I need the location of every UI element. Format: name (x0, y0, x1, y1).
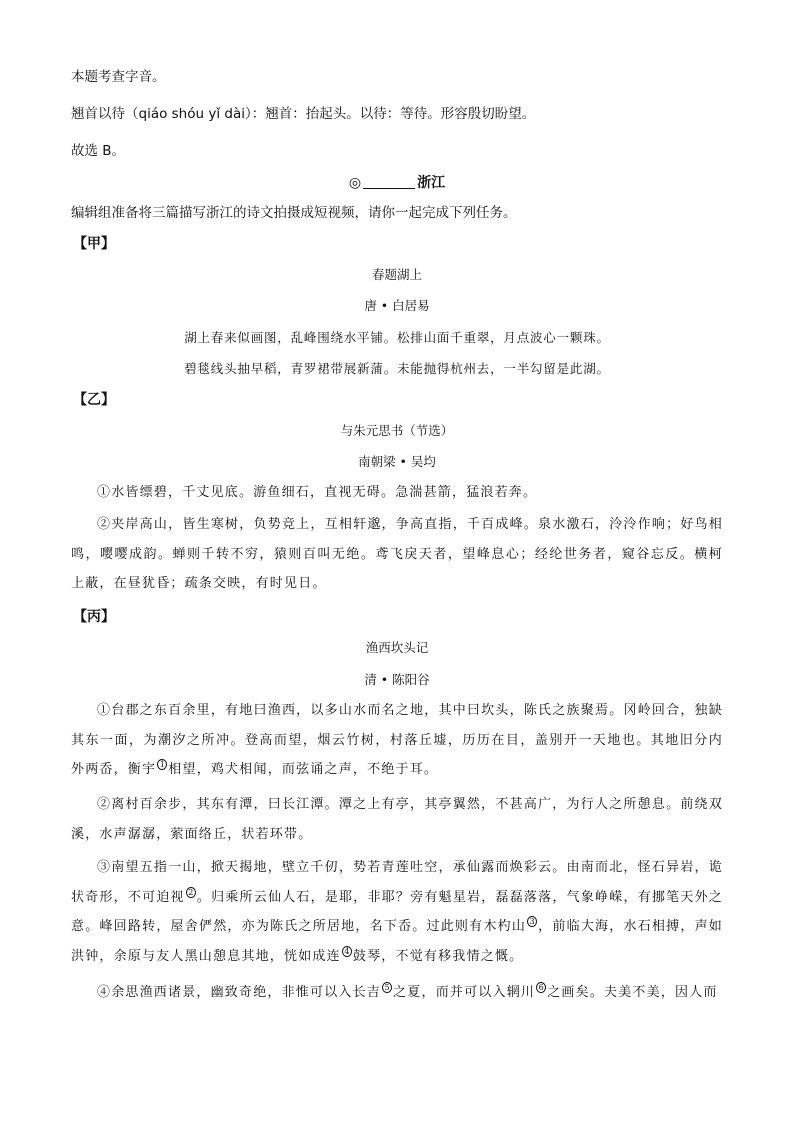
bing-p4-text-b: 之夏，而并可以入辋川 (393, 985, 536, 1000)
bing-paragraph-2: ②离村百余步，其东有潭，曰长江潭。潭之上有亭，其亭翼然，不甚高广，为行人之所憩息。前绕双溪，水声潺潺，萦面络丘，状若环带。 (71, 797, 723, 842)
text-title-yi: 与朱元思书（节选） (340, 423, 454, 438)
bing-p3-text-b: 。归乘所云仙人石，是耶，非耶？旁有魁星岩，磊磊落落，气象峥嵘，有挪笔天外之意。峰回路转，屋舍俨然，亦为陈氏之所居地，名下岙。过此则有木杓山 (71, 889, 723, 934)
fill-in-blank (363, 174, 415, 189)
poem-verse-2: 碧毯线头抽早稻，青罗裙带展新蒲。未能抛得杭州去，一半勾留是此湖。 (184, 361, 610, 376)
footnote-marker-3[interactable]: 3 (527, 916, 537, 927)
section-heading-prefix: ◎ (348, 175, 362, 191)
poem-author-jia: 唐 • 白居易 (364, 298, 430, 313)
footnote-marker-1[interactable]: 1 (157, 759, 167, 770)
label-yi: 【乙】 (73, 392, 115, 408)
label-jia: 【甲】 (73, 236, 115, 252)
yi-paragraph-1: ①水皆缥碧，千丈见底。游鱼细石，直视无碍。急湍甚箭，猛浪若奔。 (97, 485, 538, 500)
text-author-bing: 清 • 陈阳谷 (364, 672, 430, 687)
bing-p1-text-a: ①台郡之东百余里，有地曰渔西，以多山水而名之地，其中曰坎头，陈氏之族聚焉。冈岭回合，独缺其东一面，为潮汐之所冲。登高而望，烟云竹树，村落丘墟，历历在目，盖别开一天地也。其地旧分内外两岙，衡宇 (71, 703, 723, 777)
bing-paragraph-4 (71, 978, 723, 1008)
bing-p4-text-c: 之画矣。夫美不美，因人而 (547, 985, 718, 1000)
section-heading-suffix: 浙江 (417, 175, 446, 191)
bing-p3-text-c: ，前临大海，水石相搏，声如洪钟，余原与友人黑山憩息其地，恍如成连 (71, 919, 723, 964)
text-author-yi: 南朝梁 • 吴均 (358, 454, 436, 469)
yi-paragraph-2: ②夹岸高山，皆生寒树，负势竞上，互相轩邈，争高直指，千百成峰。泉水激石，泠泠作响；好鸟相鸣，嘤嘤成韵。蝉则千转不穷，猿则百叫无绝。鸢飞戾天者，望峰息心；经纶世务者，窥谷忘反。横柯上蔽，在昼犹昏；疏条交映，有时见日。 (71, 517, 723, 591)
bing-paragraph-3 (71, 853, 723, 971)
footnote-marker-4[interactable]: 4 (342, 946, 352, 957)
bing-paragraph-1 (71, 696, 723, 785)
section-intro: 编辑组准备将三篇描写浙江的诗文拍摄成短视频，请你一起完成下列任务。 (71, 205, 517, 221)
footnote-marker-2[interactable]: 2 (186, 887, 196, 898)
answer-note-line-1: 本题考查字音。 (71, 69, 166, 85)
label-bing: 【丙】 (73, 609, 115, 625)
poem-title-jia: 春题湖上 (371, 267, 422, 282)
bing-p1-text-b: 相望，鸡犬相闻，而弦诵之声，不绝于耳。 (168, 762, 439, 777)
answer-note-line-2: 翘首以待（qiáo shóu yǐ dài）：翘首：抬起头。以待：等待。形容殷切盼望。 (71, 106, 536, 122)
bing-p3-text-d: 鼓琴，不觉有移我情之慨。 (352, 948, 524, 964)
poem-verse-1: 湖上春来似画图，乱峰围绕水平铺。松排山面千重翠，月点波心一颗珠。 (184, 330, 610, 345)
footnote-marker-6[interactable]: 6 (536, 982, 546, 993)
bing-p3-text-a: ③南望五指一山，掀天揭地，壁立千仞，势若青莲吐空，承仙露而焕彩云。由南而北，怪石异岩，诡状奇形，不可迫视 (71, 860, 723, 905)
answer-note-line-3: 故选 B。 (71, 143, 126, 159)
section-heading (0, 172, 794, 192)
footnote-marker-5[interactable]: 5 (382, 982, 392, 993)
bing-p4-text-a: ④余思渔西诸景，幽致奇绝，非惟可以入长吉 (97, 985, 382, 1000)
text-title-bing: 渔西坎头记 (365, 640, 429, 655)
